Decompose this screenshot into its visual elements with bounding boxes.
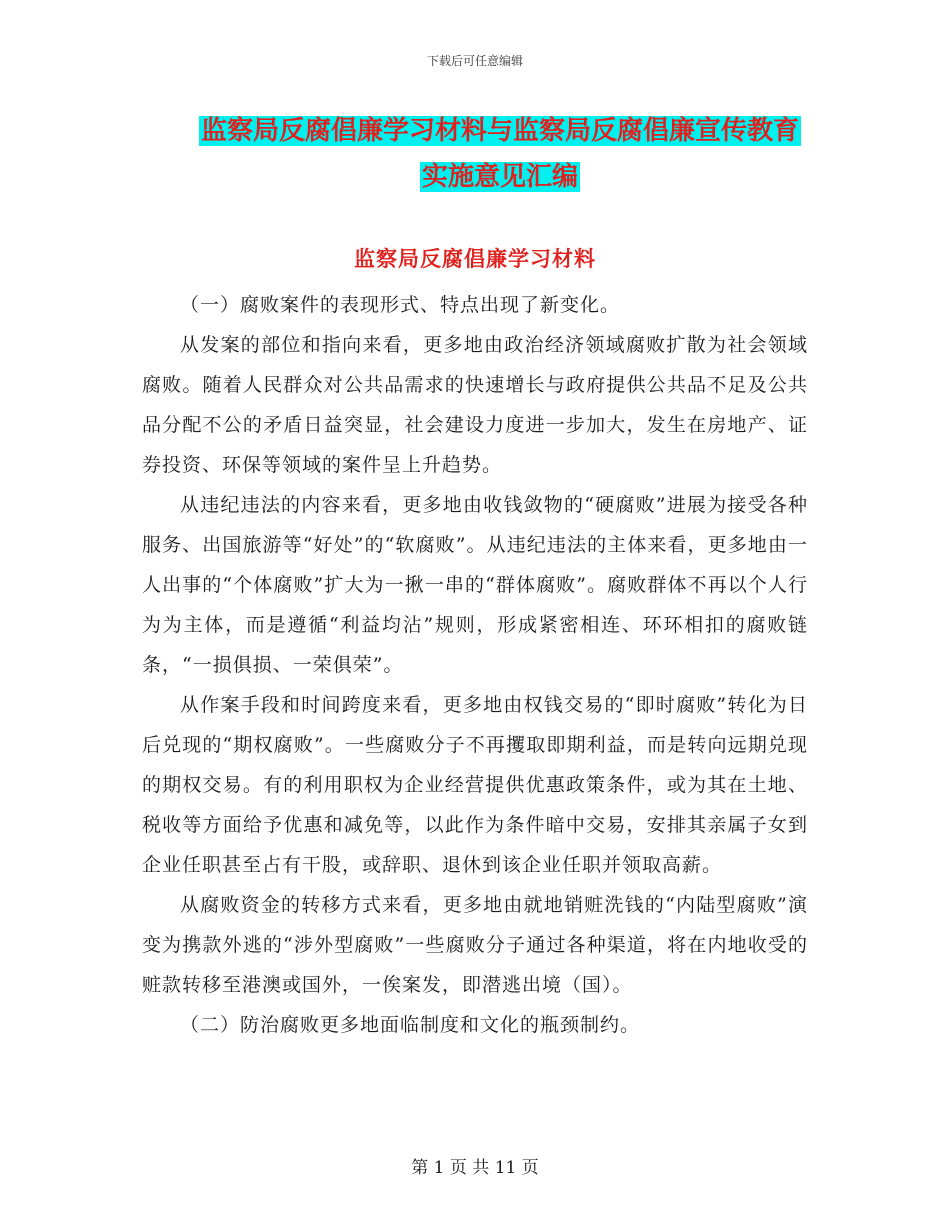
- section-title: 监察局反腐倡廉学习材料: [354, 247, 596, 271]
- paragraph: （一）腐败案件的表现形式、特点出现了新变化。: [180, 294, 621, 316]
- document-title: [140, 108, 860, 200]
- paragraph: 从违纪违法的内容来看，更多地由收钱敛物的“硬腐败”进展为接受各种服务、出国旅游等“好处”的“软腐败”。从违纪违法的主体来看，更多地由一人出事的“个体腐败”扩大为一揪一串的“群体腐败”。腐败群体不再以个人行为为主体，而是遵循“利益均沾”规则，形成紧密相连、环环相扣的腐败链条，“一损俱损、一荣俱荣”。: [142, 494, 808, 676]
- page-footer: 第 1 页 共 11 页: [411, 1158, 539, 1178]
- title-line-2: 实施意见汇编: [421, 162, 578, 192]
- paragraph: 从发案的部位和指向来看，更多地由政治经济领域腐败扩散为社会领域腐败。随着人民群众对公共品需求的快速增长与政府提供公共品不足及公共品分配不公的矛盾日益突显，社会建设力度进一步加大，发生在房地产、证券投资、环保等领域的案件呈上升趋势。: [142, 334, 808, 476]
- title-line-1: 监察局反腐倡廉学习材料与监察局反腐倡廉宣传教育: [200, 116, 799, 146]
- paragraph: 从腐败资金的转移方式来看，更多地由就地销赃洗钱的“内陆型腐败”演变为携款外逃的“涉外型腐败”一些腐败分子通过各种渠道，将在内地收受的赃款转移至港澳或国外，一俟案发，即潜逃出境（国）。: [142, 894, 808, 996]
- paragraph: （二）防治腐败更多地面临制度和文化的瓶颈制约。: [180, 1014, 641, 1036]
- paragraph: 从作案手段和时间跨度来看，更多地由权钱交易的“即时腐败”转化为日后兑现的“期权腐败”。一些腐败分子不再攫取即期利益，而是转向远期兑现的期权交易。有的利用职权为企业经营提供优惠政策条件，或为其在土地、税收等方面给予优惠和减免等，以此作为条件暗中交易，安排其亲属子女到企业任职甚至占有干股，或辞职、退休到该企业任职并领取高薪。: [142, 694, 808, 876]
- header-note: 下载后可任意编辑: [426, 54, 523, 68]
- document-body: [142, 285, 808, 1045]
